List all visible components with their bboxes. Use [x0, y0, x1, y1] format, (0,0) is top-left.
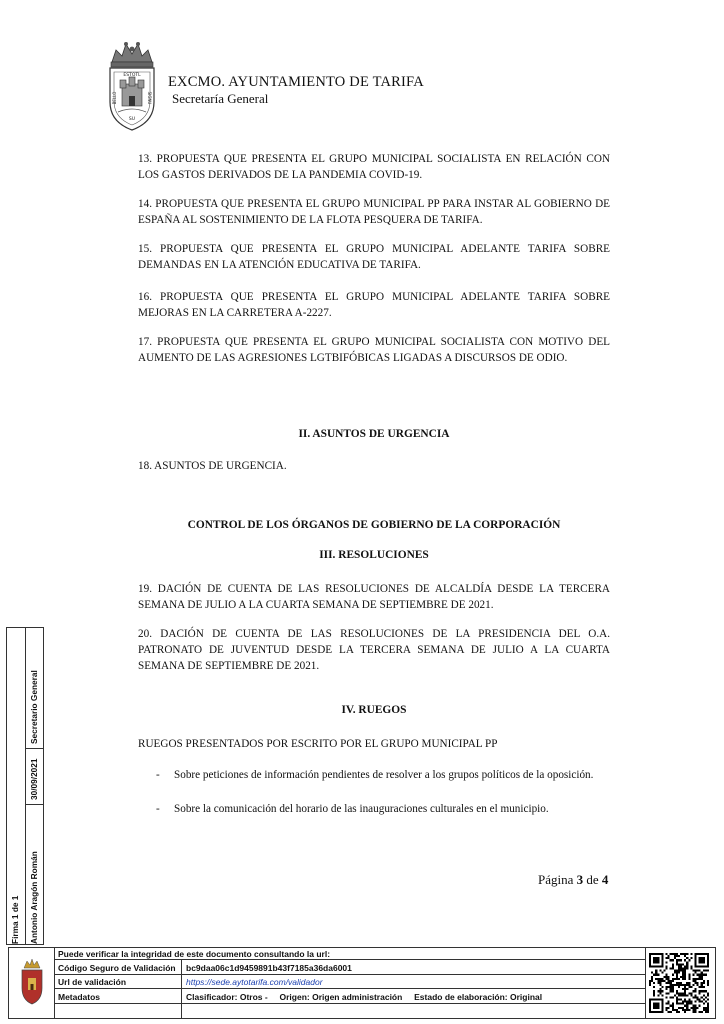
- org-name: EXCMO. AYUNTAMIENTO DE TARIFA: [168, 74, 424, 90]
- page-current: 3: [576, 872, 584, 887]
- bullet-dash: -: [156, 803, 160, 815]
- page-of: de: [586, 872, 599, 887]
- agenda-item-16: 16. PROPUESTA QUE PRESENTA EL GRUPO MUNICIPAL ADELANTE TARIFA SOBRE MEJORAS EN LA CARRETERA A-2227.: [138, 291, 610, 319]
- section-heading-ruegos: IV. RUEGOS: [341, 704, 407, 716]
- csv-value: bc9daa06c1d9459891b43f7185a36da6001: [186, 963, 352, 973]
- url-label: Url de validación: [58, 977, 127, 987]
- crest-logo: [104, 40, 160, 134]
- ruego-text: Sobre peticiones de información pendientes de resolver a los grupos políticos de la oposición.: [174, 769, 594, 781]
- qr-code-icon: [649, 953, 709, 1013]
- control-heading: CONTROL DE LOS ÓRGANOS DE GOBIERNO DE LA CORPORACIÓN: [187, 519, 561, 531]
- crest-motto-left: BELLO: [112, 91, 117, 105]
- agenda-item-15: 15. PROPUESTA QUE PRESENTA EL GRUPO MUNICIPAL ADELANTE TARIFA SOBRE DEMANDAS EN LA ATENCIÓN EDUCATIVA DE TARIFA.: [138, 243, 610, 271]
- bullet-dash: -: [156, 769, 160, 781]
- signature-strip: [6, 627, 44, 945]
- signer-role: Secretario General: [29, 670, 39, 744]
- verification-footer: [8, 947, 716, 1019]
- crest-motto-bottom: SU: [128, 117, 136, 122]
- page-total: 4: [601, 872, 609, 887]
- department-name: Secretaría General: [172, 91, 269, 106]
- signature-date: 30/09/2021: [29, 758, 39, 800]
- agenda-item-14: 14. PROPUESTA QUE PRESENTA EL GRUPO MUNICIPAL PP PARA INSTAR AL GOBIERNO DE ESPAÑA AL SOSTENIMIENTO DE LA FLOTA PESQUERA DE TARIFA.: [138, 198, 610, 226]
- list-item: [156, 801, 612, 819]
- agenda-item-19: 19. DACIÓN DE CUENTA DE LAS RESOLUCIONES DE ALCALDÍA DESDE LA TERCERA SEMANA DE JULIO A LA CUARTA SEMANA DE SEPTIEMBRE DE 2021.: [138, 583, 610, 611]
- agenda-item-13: 13. PROPUESTA QUE PRESENTA EL GRUPO MUNICIPAL SOCIALISTA EN RELACIÓN CON LOS GASTOS DERIVADOS DE LA PANDEMIA COVID-19.: [138, 153, 610, 181]
- crest-motto-top: ESTOTL: [123, 73, 141, 78]
- ruegos-intro: RUEGOS PRESENTADOS POR ESCRITO POR EL GRUPO MUNICIPAL PP: [138, 738, 498, 750]
- page-label: Página: [538, 872, 574, 887]
- metadata-label: Metadatos: [58, 992, 101, 1002]
- section-heading-urgencia: II. ASUNTOS DE URGENCIA: [298, 428, 450, 440]
- ruego-text: Sobre la comunicación del horario de las inauguraciones culturales en el municipio.: [174, 803, 549, 815]
- verify-text: Puede verificar la integridad de este documento consultando la url:: [58, 949, 331, 959]
- crest-motto-right: SIGNU: [147, 91, 152, 105]
- agenda-item-17: 17. PROPUESTA QUE PRESENTA EL GRUPO MUNICIPAL SOCIALISTA CON MOTIVO DEL AUMENTO DE LAS AGRESIONES LGTBIFÓBICAS LIGADAS A DISCURSOS DE ODIO.: [138, 336, 610, 364]
- csv-label: Código Seguro de Validación: [58, 963, 176, 973]
- metadata-value: Clasificador: Otros - Origen: Origen administración Estado de elaboración: Original: [186, 992, 543, 1002]
- list-item: [156, 767, 612, 801]
- agenda-item-18: 18. ASUNTOS DE URGENCIA.: [138, 460, 287, 472]
- signature-count: Firma 1 de 1: [10, 895, 20, 944]
- page-number: [538, 872, 608, 888]
- crest-small-icon: [19, 958, 45, 1006]
- section-heading-resoluciones: III. RESOLUCIONES: [319, 549, 429, 561]
- agenda-item-20: 20. DACIÓN DE CUENTA DE LAS RESOLUCIONES DE LA PRESIDENCIA DEL O.A. PATRONATO DE JUVENTUD DESDE LA TERCERA SEMANA DE JULIO A LA CUARTA SEMANA DE SEPTIEMBRE DE 2021.: [138, 628, 610, 672]
- signer-name: Antonio Aragón Román: [29, 851, 39, 944]
- validation-url-link[interactable]: https://sede.aytotarifa.com/validador: [186, 977, 323, 987]
